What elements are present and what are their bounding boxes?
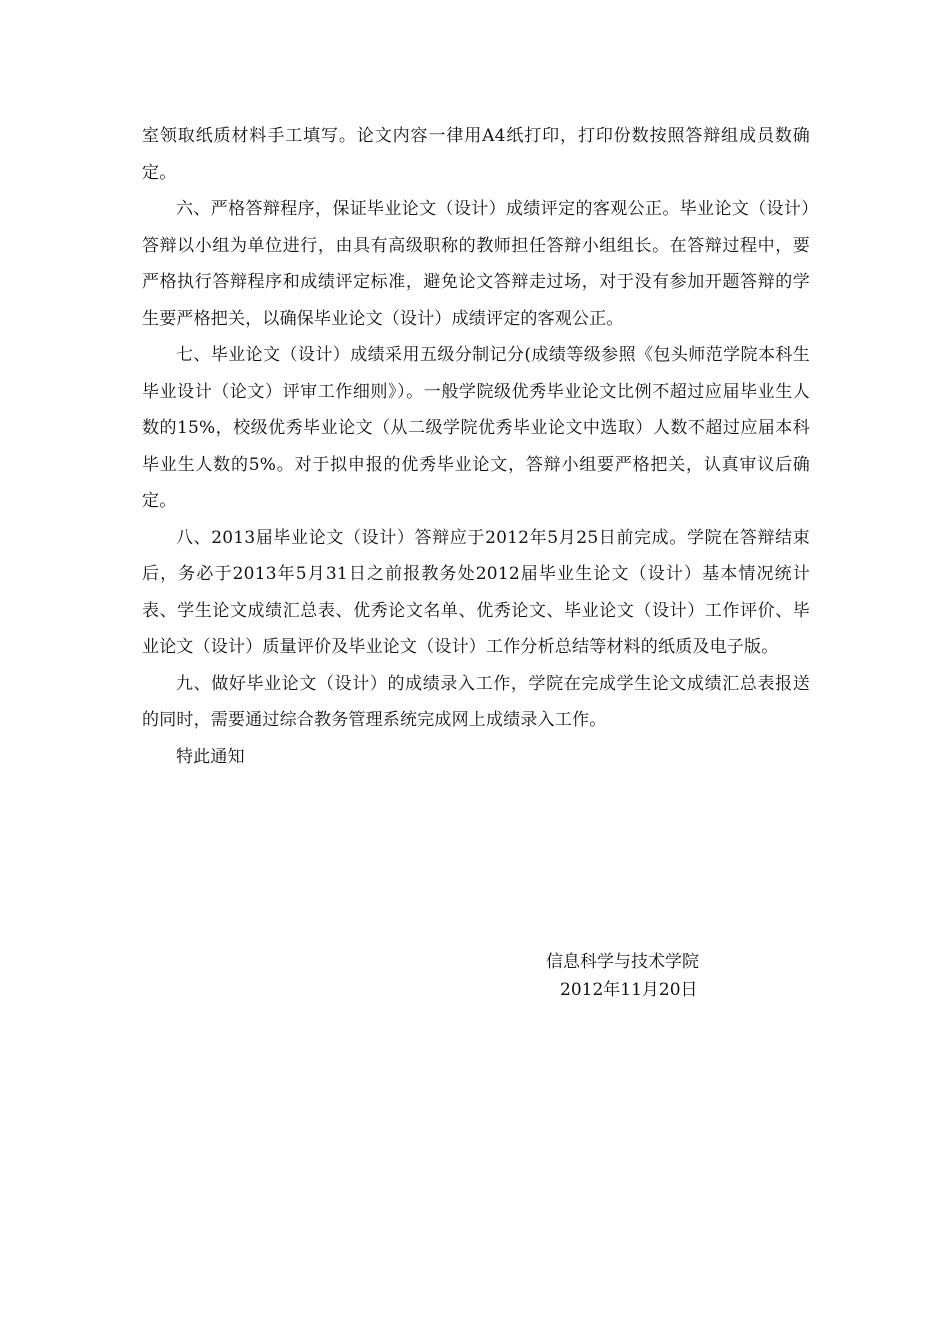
signature-organization: 信息科学与技术学院	[546, 952, 699, 972]
paragraph-item-8: 八、2013届毕业论文（设计）答辩应于2012年5月25日前完成。学院在答辩结束后，务必于2013年5月31日之前报教务处2012届毕业生论文（设计）基本情况统计表、学生论文成绩汇总表、优秀论文名单、优秀论文、毕业论文（设计）工作评价、毕业论文（设计）质量评价及毕业论文（设计）工作分析总结等材料的纸质及电子版。	[142, 527, 810, 657]
signature-block	[546, 948, 766, 1004]
signature-date: 2012年11月20日	[560, 980, 698, 1000]
paragraph-item-6: 六、严格答辩程序，保证毕业论文（设计）成绩评定的客观公正。毕业论文（设计）答辩以小组为单位进行，由具有高级职称的教师担任答辩小组组长。在答辩过程中，要严格执行答辩程序和成绩评定标准，避免论文答辩走过场，对于没有参加开题答辩的学生要严格把关，以确保毕业论文（设计）成绩评定的客观公正。	[142, 199, 810, 329]
document-body	[142, 118, 810, 775]
paragraph-continuation: 室领取纸质材料手工填写。论文内容一律用A4纸打印，打印份数按照答辩组成员数确定。	[142, 126, 810, 183]
closing-remark: 特此通知	[176, 746, 245, 767]
paragraph-item-9: 九、做好毕业论文（设计）的成绩录入工作，学院在完成学生论文成绩汇总表报送的同时，需要通过综合教务管理系统完成网上成绩录入工作。	[142, 673, 810, 730]
paragraph-item-7: 七、毕业论文（设计）成绩采用五级分制记分(成绩等级参照《包头师范学院本科生毕业设计（论文）评审工作细则》）。一般学院级优秀毕业论文比例不超过应届毕业生人数的15%，校级优秀毕业论文（从二级学院优秀毕业论文中选取）人数不超过应届本科毕业生人数的5%。对于拟申报的优秀毕业论文，答辩小组要严格把关，认真审议后确定。	[142, 345, 810, 511]
